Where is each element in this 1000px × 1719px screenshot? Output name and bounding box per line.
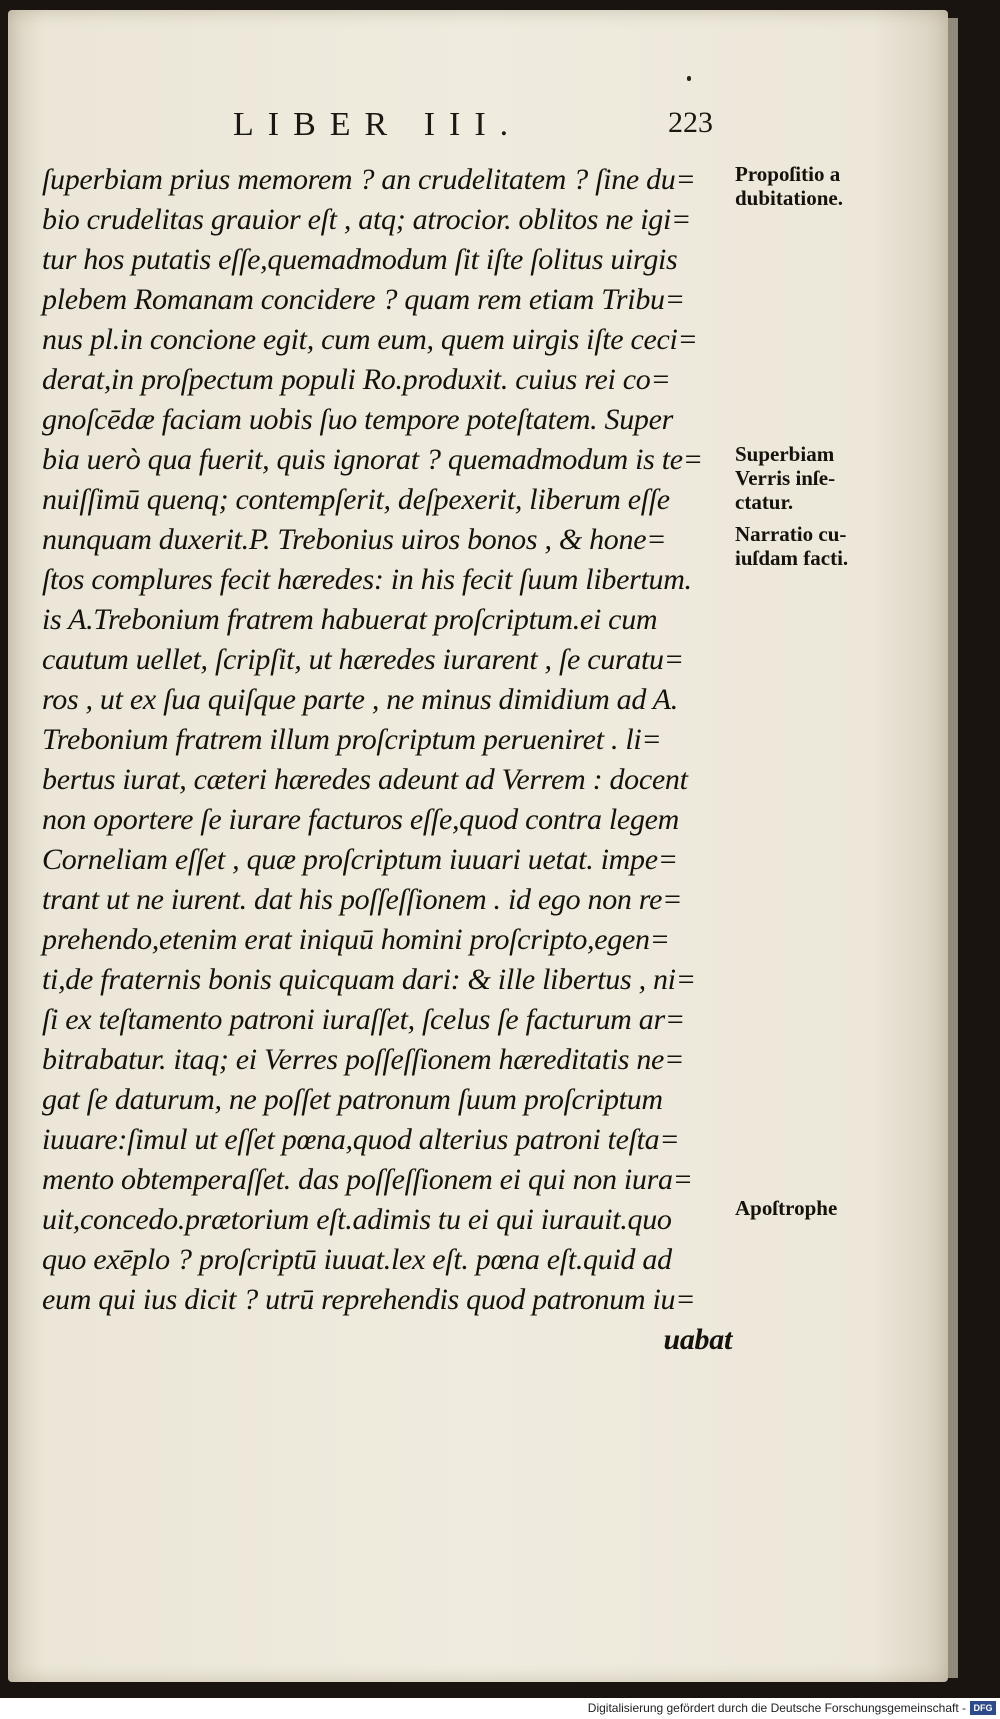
text-line: ti,de fraternis bonis quicquam dari: & ille libertus , ni=: [42, 963, 696, 996]
text-line: ſi ex teſtamento patroni iuraſſet, ſcelus ſe facturum ar=: [42, 1003, 685, 1036]
marginal-note: [735, 162, 890, 210]
text-line: bio crudelitas grauior eſt , atq; atrocior. oblitos ne igi=: [42, 203, 691, 236]
text-line: gnoſcēdæ faciam uobis ſuo tempore poteſtatem. Super: [42, 403, 673, 436]
text-line: non oportere ſe iurare facturos eſſe,quod contra legem: [42, 803, 680, 836]
text-line: nuiſſimū quenq; contempſerit, deſpexerit, liberum eſſe: [42, 483, 670, 516]
marginal-note-line: iuſdam facti.: [735, 546, 849, 570]
body-text: [42, 160, 732, 1360]
funding-credit: Digitalisierung gefördert durch die Deutsche Forschungsgemeinschaft -: [587, 1701, 966, 1715]
text-line: ros , ut ex ſua quiſque parte , ne minus dimidium ad A.: [42, 683, 678, 716]
marginal-note-line: Verris inſe-: [735, 466, 836, 490]
page-fore-edge: [948, 18, 958, 1678]
text-line: nunquam duxerit.P. Trebonius uiros bonos , & hone=: [42, 523, 667, 556]
text-line: bitrabatur. itaq; ei Verres poſſeſſionem hæreditatis ne=: [42, 1043, 685, 1076]
marginal-note-line: Narratio cu-: [735, 522, 847, 546]
text-line: bertus iurat, cæteri hæredes adeunt ad Verrem : docent: [42, 763, 688, 796]
marginal-note-line: Propoſitio a: [735, 162, 841, 186]
marginal-note-line: dubitatione.: [735, 186, 843, 210]
running-head: LIBER III.: [233, 106, 523, 143]
text-line: uit,concedo.prætorium eſt.adimis tu ei qui iurauit.quo: [42, 1203, 672, 1236]
text-line: cautum uellet, ſcripſit, ut hæredes iurarent , ſe curatu=: [42, 643, 684, 676]
catchword: uabat: [663, 1323, 732, 1356]
marginal-note-line: Superbiam: [735, 442, 835, 466]
text-line: gat ſe daturum, ne poſſet patronum ſuum proſcriptum: [42, 1083, 663, 1116]
text-line: iuuare:ſimul ut eſſet pœna,quod alterius patroni teſta=: [42, 1123, 680, 1156]
text-line: ſtos complures fecit hæredes: in his fecit ſuum libertum.: [42, 563, 692, 596]
text-line: plebem Romanam concidere ? quam rem etiam Tribu=: [42, 283, 685, 316]
marginal-note: [735, 442, 890, 514]
page-number: 223: [668, 106, 713, 139]
book-page: [8, 10, 948, 1682]
marginal-note-line: ctatur.: [735, 490, 794, 514]
marginal-note: [735, 522, 890, 570]
text-line: ſuperbiam prius memorem ? an crudelitatem ? ſine du=: [42, 163, 696, 196]
text-line: bia uerò qua fuerit, quis ignorat ? quemadmodum is te=: [42, 443, 703, 476]
text-line: derat,in proſpectum populi Ro.produxit. cuius rei co=: [42, 363, 671, 396]
text-line: tur hos putatis eſſe,quemadmodum ſit iſte ſolitus uirgis: [42, 243, 678, 276]
footer-bar: [0, 1698, 1000, 1719]
marginal-note-line: Apoſtrophe: [735, 1196, 838, 1220]
text-line: Trebonium fratrem illum proſcriptum perueniret . li=: [42, 723, 662, 756]
text-line: Corneliam eſſet , quæ proſcriptum iuuari uetat. impe=: [42, 843, 678, 876]
text-line: mento obtemperaſſet. das poſſeſſionem ei qui non iura=: [42, 1163, 693, 1196]
text-line: prehendo,etenim erat iniquū homini proſcripto,egen=: [42, 923, 670, 956]
dfg-logo-icon: DFG: [970, 1701, 996, 1715]
text-line: quo exēplo ? proſcriptū iuuat.lex eſt. pœna eſt.quid ad: [42, 1243, 672, 1276]
text-line: eum qui ius dicit ? utrū reprehendis quod patronum iu=: [42, 1283, 696, 1316]
text-line: nus pl.in concione egit, cum eum, quem uirgis iſte ceci=: [42, 323, 698, 356]
ink-speck: [687, 76, 691, 81]
text-line: trant ut ne iurent. dat his poſſeſſionem . id ego non re=: [42, 883, 683, 916]
text-line: is A.Trebonium fratrem habuerat proſcriptum.ei cum: [42, 603, 658, 636]
marginal-note: [735, 1196, 890, 1220]
